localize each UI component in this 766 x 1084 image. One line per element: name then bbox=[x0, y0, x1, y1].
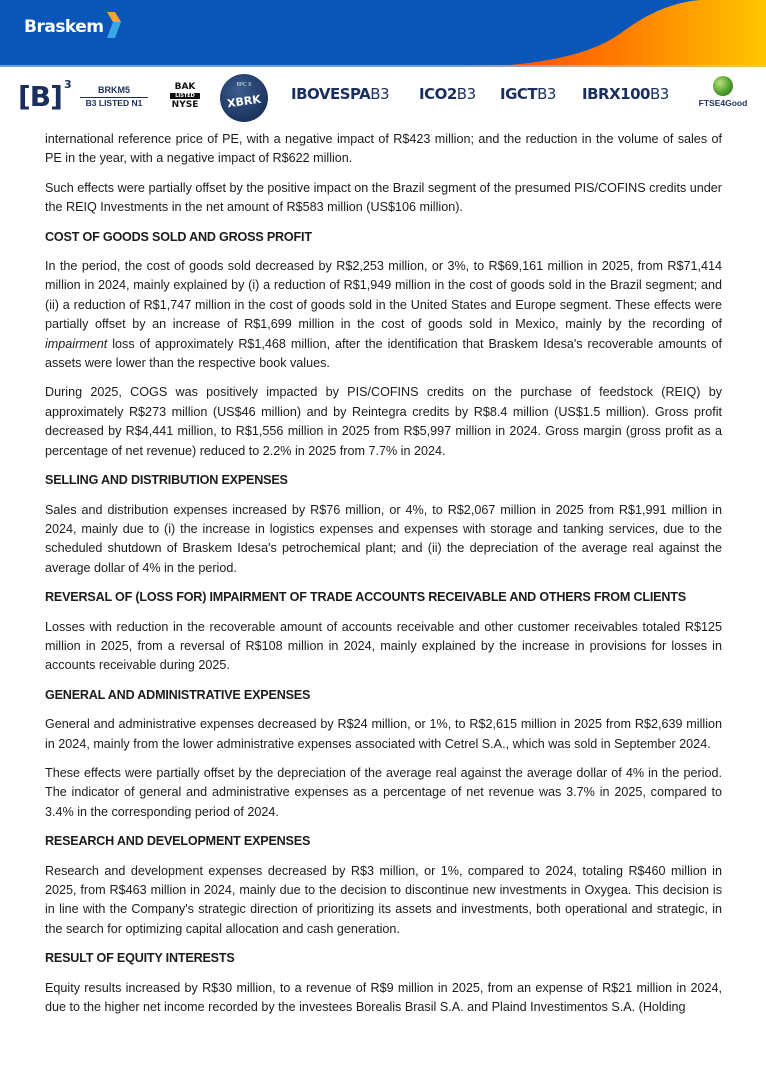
b3-logo: [B] $^3$ bbox=[18, 77, 71, 113]
igct-logo: IGCTB3 bbox=[500, 85, 556, 103]
ico2-logo: ICO2B3 bbox=[419, 85, 476, 103]
ibrx100-logo: IBRX100B3 bbox=[582, 85, 669, 103]
section-heading-ga: GENERAL AND ADMINISTRATIVE EXPENSES bbox=[45, 687, 311, 702]
braskem-chevron-icon bbox=[107, 12, 121, 38]
paragraph: Such effects were partially offset by the positive impact on the Brazil segment of the presumed PIS/COFINS credits under the REIQ Investments in the net amount of R$583 million (US$106 million). bbox=[45, 180, 722, 215]
paragraph: Losses with reduction in the recoverable amount of accounts receivable and other customer receivables totaled R$125 million in 2025, from a reversal of R$108 million in 2024, mainly explained by the increase in provisions for losses in accounts receivable during 2025. bbox=[45, 619, 722, 673]
paragraph: During 2025, COGS was positively impacted by PIS/COFINS credits on the purchase of feedstock (REIQ) by approximately R$273 million (US$46 million) and by Reintegra credits by R$8.4 million (US$1.5 million). Gross profit decreased by R$4,441 million, to R$1,556 million in 2025 from R$5,997 million in 2024. Gross margin (gross profit as a percentage of net revenue) reduced to 2.2% in 2025 from 7.7% in 2024. bbox=[45, 385, 722, 458]
section-heading-rd: RESEARCH AND DEVELOPMENT EXPENSES bbox=[45, 834, 311, 849]
section-heading-reversal: REVERSAL OF (LOSS FOR) IMPAIRMENT OF TRADE ACCOUNTS RECEIVABLE AND OTHERS FROM CLIENTS bbox=[45, 590, 686, 605]
brkm5-listed-logo: BRKM5 B3 LISTED N1 bbox=[80, 85, 148, 109]
section-heading-selling: SELLING AND DISTRIBUTION EXPENSES bbox=[45, 473, 288, 488]
paragraph: international reference price of PE, with a negative impact of R$423 million; and the reduction in the volume of sales of PE in the year, with a negative impact of R$622 million. bbox=[45, 132, 722, 166]
paragraph: In the period, the cost of goods sold decreased by R$2,253 million, or 3%, to R$69,161 million in 2025, from R$71,414 million in 2024, mainly explained by (i) a reduction of R$1,949 million in the cost of goods sold in the Brazil segment; and (ii) a reduction of R$1,747 million in the cost of goods sold in the United States and Europe segment. These effects were partially offset by an increase of R$1,699 million in the cost of goods sold in Mexico, mainly by the recording of impairment loss of approximately R$1,468 million, after the identification that Braskem Idesa's recoverable amounts of assets were lower than the respective book values. bbox=[45, 259, 722, 371]
document-body bbox=[45, 130, 722, 1027]
ftse4good-logo: FTSE4Good bbox=[694, 76, 752, 108]
section-heading-equity: RESULT OF EQUITY INTERESTS bbox=[45, 951, 235, 966]
paragraph: Sales and distribution expenses increased by R$76 million, or 4%, to R$2,067 million in 2025 from R$1,991 million in 2024, mainly due to (i) the increase in logistics expenses and expenses with storage and tanking services, due to the scheduled shutdown of Braskem Idesa's petrochemical plant; and (ii) the depreciation of the average real against the average dollar of 4% in the period. bbox=[45, 502, 722, 575]
paragraph: Research and development expenses decreased by R$3 million, or 1%, compared to 2024, totaling R$460 million in 2025, from R$463 million in 2024, mainly due to the decision to discontinue new investments in Oxygea. This decision is in line with the Company's strategic direction of prioritizing its assets and investments, both operational and strategic, in the search for optimizing capital allocation and cash generation. bbox=[45, 863, 722, 936]
header-divider bbox=[0, 65, 766, 67]
nyse-listed-logo: BAK LISTED NYSE bbox=[171, 82, 199, 110]
xbrk-badge-logo: BPC X XBRK bbox=[220, 74, 268, 122]
section-heading-cogs: COST OF GOODS SOLD AND GROSS PROFIT bbox=[45, 229, 312, 244]
header-banner bbox=[0, 0, 766, 66]
paragraph: General and administrative expenses decreased by R$24 million, or 1%, to R$2,615 million in 2025 from R$2,639 million in 2024, mainly from the lower administrative expenses associated with Cetrel S.A., which was sold in September 2024. bbox=[45, 717, 722, 751]
paragraph: These effects were partially offset by the depreciation of the average real against the average dollar of 4% in the period. The indicator of general and administrative expenses as a percentage of net revenue was 3.7% in 2025, compared to 3.4% in the corresponding period of 2024. bbox=[45, 765, 722, 819]
braskem-logo[interactable] bbox=[24, 16, 121, 38]
paragraph: Equity results increased by R$30 million, to a revenue of R$9 million in 2025, from an expense of R$21 million in 2024, due to the higher net income recorded by the investees Borealis Brasil S.A. and Plaind Investimentos S.A. (Holding bbox=[45, 980, 722, 1015]
brand-name: Braskem bbox=[24, 17, 104, 37]
globe-icon bbox=[713, 76, 733, 96]
ibovespa-logo: IBOVESPAB3 bbox=[291, 85, 390, 103]
listing-logos-bar bbox=[0, 70, 766, 124]
